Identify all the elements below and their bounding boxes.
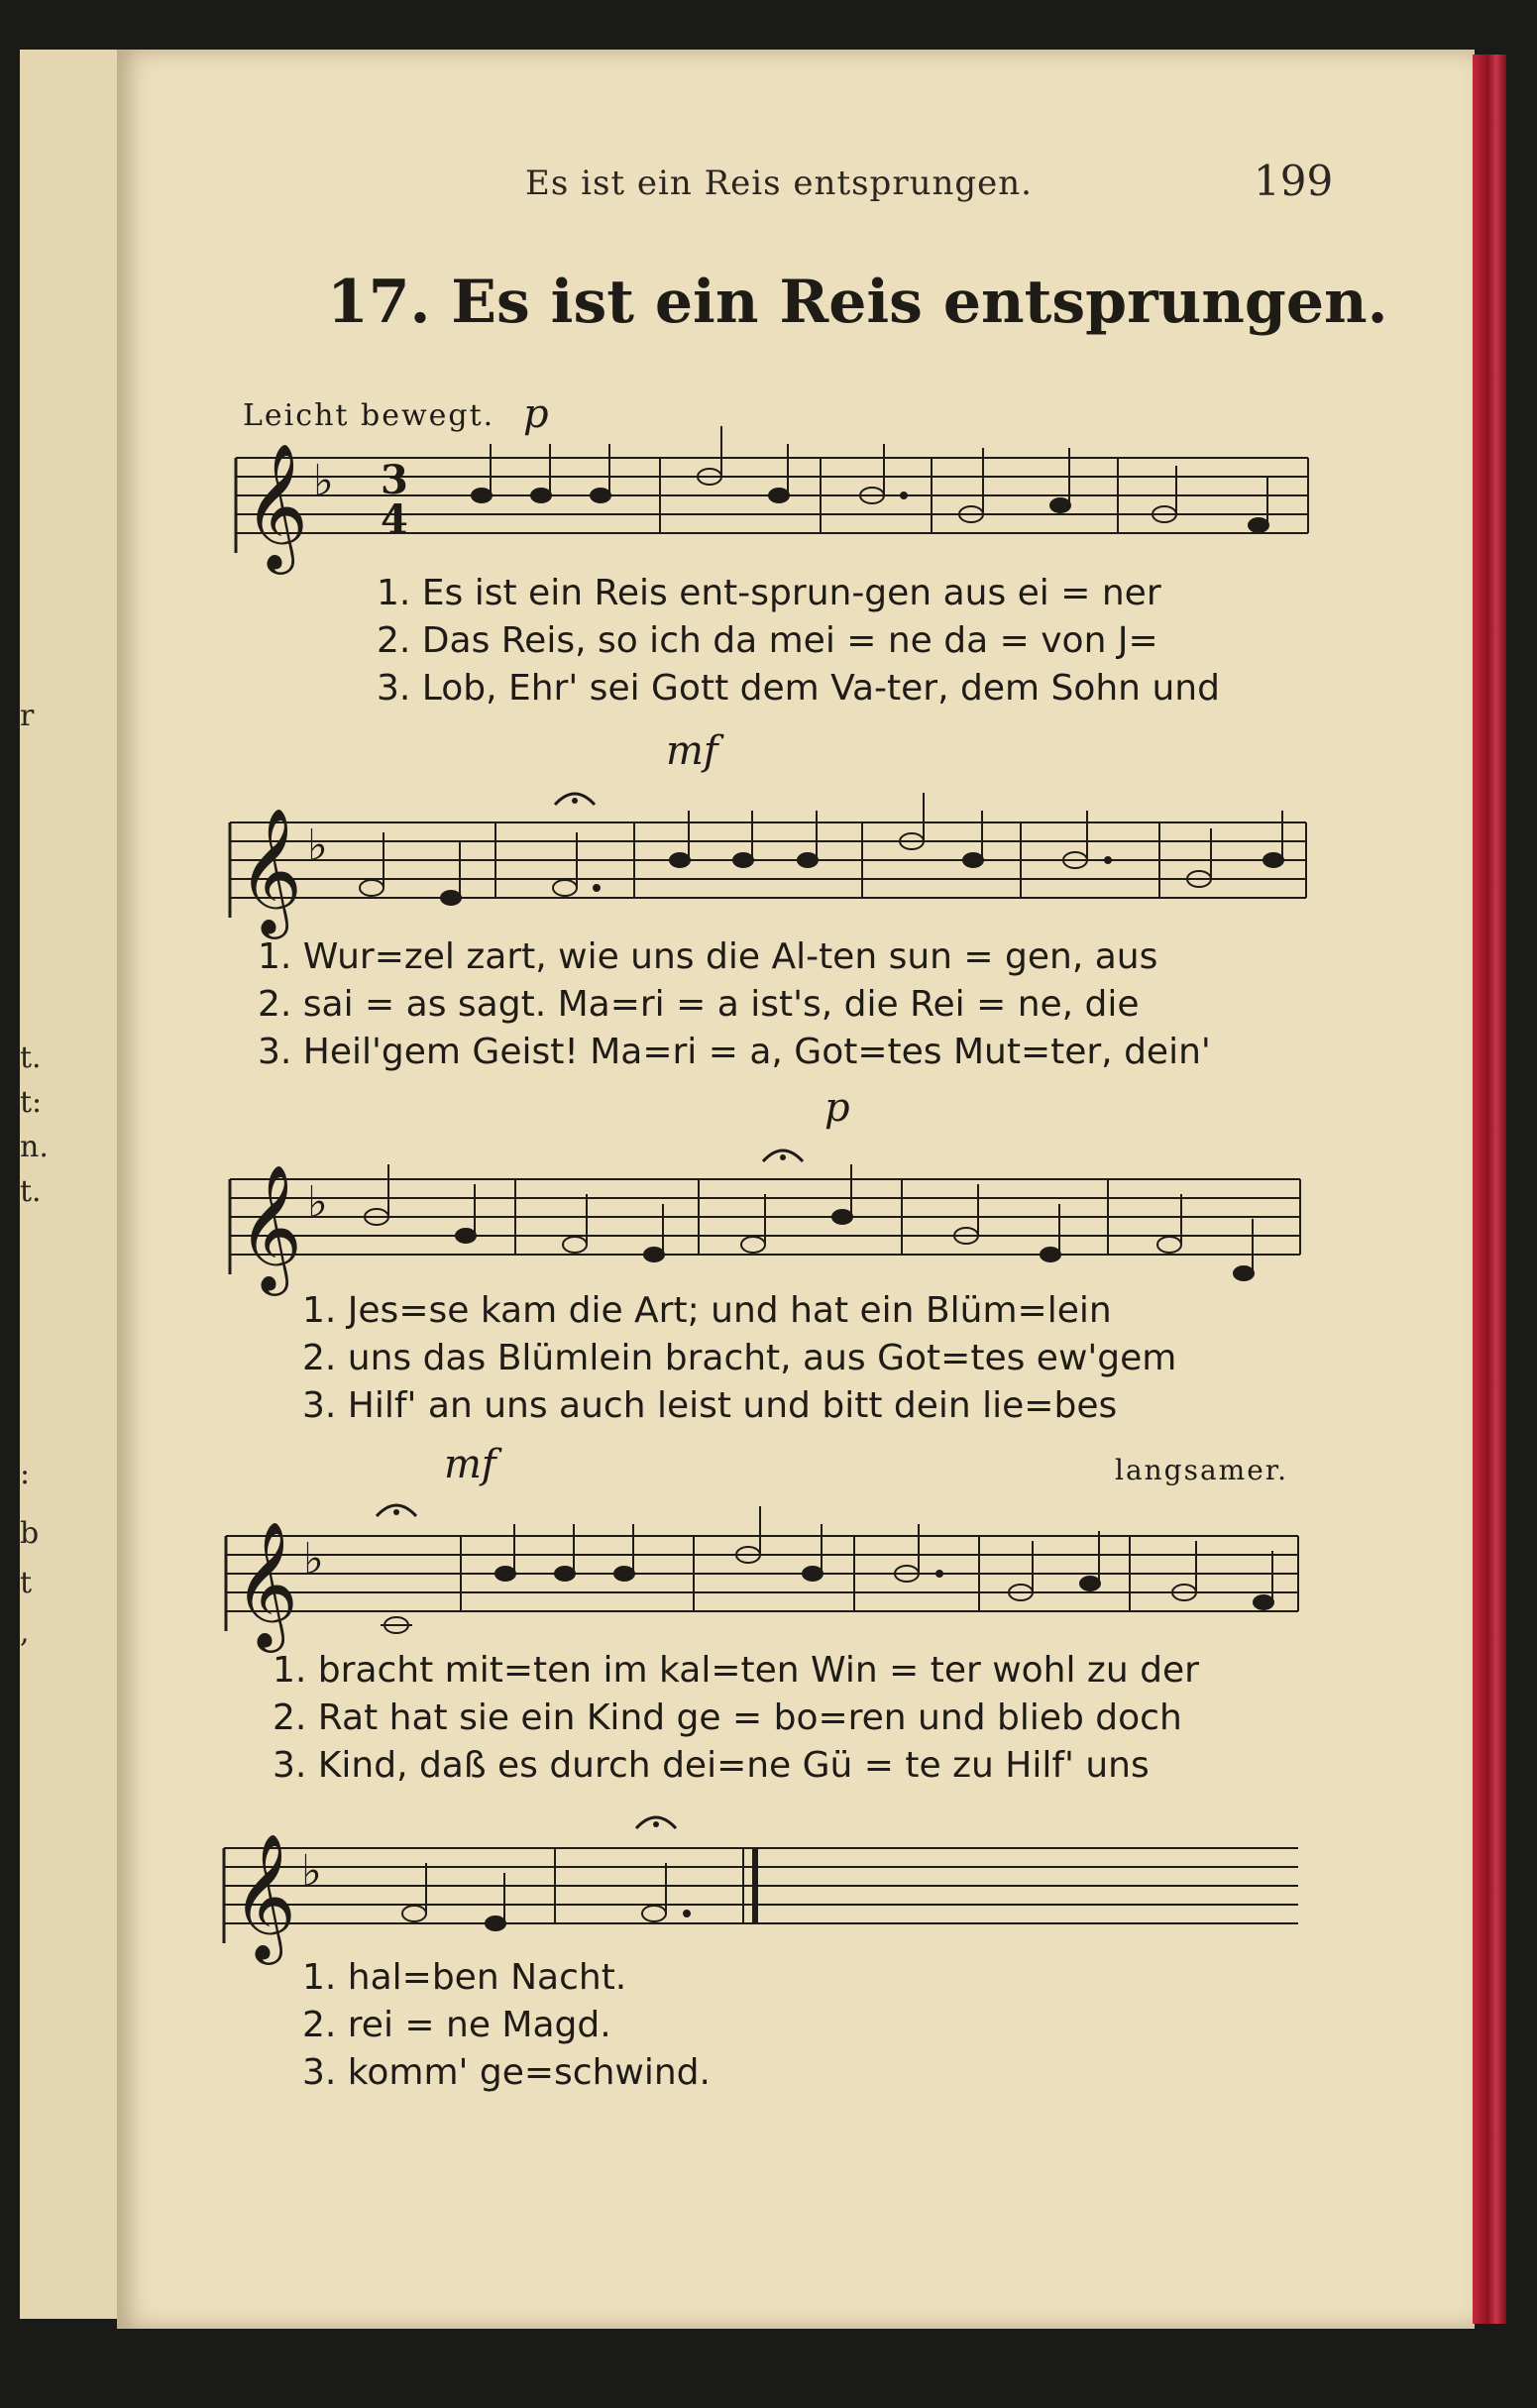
- lyric-verse-3: 3. Kind, daß es durch dei=ne Gü = te zu Hilf' uns: [273, 1745, 1150, 1786]
- flat-icon: ♭: [307, 1177, 328, 1228]
- lyric-verse-3: 3. Hilf' an uns auch leist und bitt dein lie=bes: [302, 1385, 1118, 1426]
- treble-clef-icon: 𝄞: [232, 1832, 297, 1959]
- lyric-verse-2: 2. Das Reis, so ich da mei = ne da = von J=: [377, 620, 1158, 661]
- lyric-verse-1: 1. hal=ben Nacht.: [302, 1957, 627, 1998]
- page-number: 199: [1254, 157, 1334, 205]
- lyric-verse-3: 3. Heil'gem Geist! Ma=ri = a, Got=tes Mut=ter, dein': [258, 1032, 1211, 1072]
- running-header: Es ist ein Reis entsprungen.: [525, 164, 1033, 203]
- lyric-verse-2: 2. rei = ne Magd.: [302, 2005, 611, 2045]
- flat-icon: ♭: [303, 1534, 324, 1585]
- staff-system-2: [230, 822, 1306, 918]
- dynamic-mezzoforte: mf: [666, 728, 718, 774]
- facing-page-fragment: t.: [20, 1174, 42, 1209]
- tempo-marking: Leicht bewegt.: [243, 398, 495, 433]
- treble-clef-icon: 𝄞: [238, 1163, 303, 1290]
- lyric-verse-3: 3. Lob, Ehr' sei Gott dem Va-ter, dem Sohn und: [377, 668, 1220, 709]
- flat-icon: ♭: [313, 456, 334, 506]
- dynamic-mezzoforte: mf: [444, 1442, 496, 1487]
- facing-page-fragment: n.: [20, 1130, 49, 1164]
- song-title: 17. Es ist ein Reis entsprungen.: [327, 268, 1388, 337]
- tempo-change: langsamer.: [1115, 1454, 1288, 1486]
- facing-page-fragment: r: [20, 699, 35, 733]
- flat-icon: ♭: [301, 1846, 322, 1897]
- lyric-verse-2: 2. Rat hat sie ein Kind ge = bo=ren und blieb doch: [273, 1697, 1182, 1738]
- staff-system-4: [226, 1536, 1298, 1631]
- facing-page-fragment: ,: [20, 1615, 30, 1650]
- lyric-verse-1: 1. Wur=zel zart, wie uns die Al-ten sun = gen, aus: [258, 936, 1158, 977]
- treble-clef-icon: 𝄞: [244, 442, 309, 569]
- facing-page-fragment: t.: [20, 1040, 42, 1075]
- facing-page-fragment: t: [20, 1566, 33, 1600]
- treble-clef-icon: 𝄞: [234, 1520, 299, 1647]
- lyric-verse-2: 2. sai = as sagt. Ma=ri = a ist's, die Rei = ne, die: [258, 984, 1140, 1025]
- svg-text:4: 4: [381, 496, 408, 543]
- time-signature: [381, 457, 408, 543]
- lyric-verse-1: 1. bracht mit=ten im kal=ten Win = ter wohl zu der: [273, 1650, 1199, 1691]
- staff-system-5: [224, 1848, 1298, 1943]
- facing-page-fragment: t:: [20, 1085, 43, 1120]
- dynamic-piano: p: [824, 1085, 850, 1131]
- lyric-verse-1: 1. Es ist ein Reis ent-sprun-gen aus ei = ner: [377, 573, 1161, 613]
- facing-page-fragment: :: [20, 1457, 31, 1491]
- facing-page-fragment: b: [20, 1516, 40, 1551]
- lyric-verse-2: 2. uns das Blümlein bracht, aus Got=tes ew'gem: [302, 1338, 1177, 1378]
- lyric-verse-1: 1. Jes=se kam die Art; und hat ein Blüm=lein: [302, 1290, 1112, 1331]
- svg-text:3: 3: [381, 457, 408, 503]
- lyric-verse-3: 3. komm' ge=schwind.: [302, 2052, 711, 2093]
- dynamic-piano: p: [523, 391, 549, 437]
- flat-icon: ♭: [307, 821, 328, 871]
- treble-clef-icon: 𝄞: [238, 807, 303, 933]
